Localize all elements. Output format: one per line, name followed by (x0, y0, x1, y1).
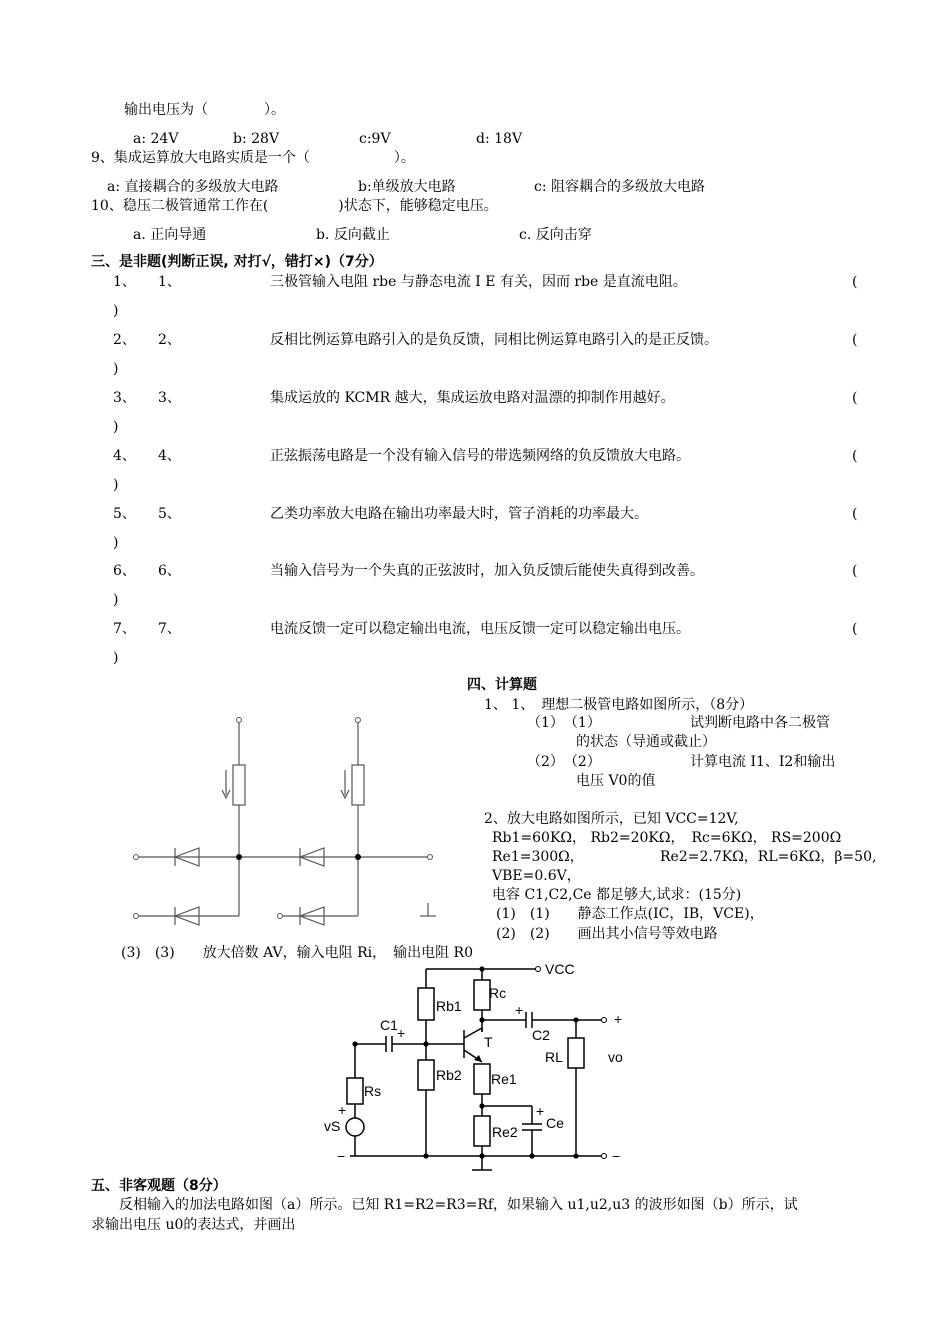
label-vo: vo (608, 1049, 623, 1065)
answer-paren-open: ( (852, 506, 858, 522)
answer-paren-open: ( (852, 390, 858, 406)
label-c2-plus: + (515, 1002, 524, 1018)
problem2-line4: 电容 C1,C2,Ce 都足够大,试求：(15分) (492, 887, 742, 903)
problem1-sub1-number: （1） （1） (527, 715, 601, 731)
label-rb2: Rb2 (436, 1067, 462, 1083)
item-number-inner: 3、 (158, 390, 181, 406)
q9-stem: 9、集成运算放大电路实质是一个（ ）。 (91, 150, 415, 166)
label-rb1: Rb1 (436, 998, 462, 1014)
answer-paren-close: ) (113, 477, 119, 493)
problem2-sub3: (3) (3) 放大倍数 AV，输入电阻 Ri， 输出电阻 R0 (121, 945, 474, 961)
answer-paren-close: ) (113, 361, 119, 377)
q8-stem: 输出电压为（ ）。 (124, 102, 285, 118)
problem2-sub1: (1) (1) 静态工作点(IC，IB，VCE)， (496, 906, 764, 922)
q8-option-d: d: 18V (476, 131, 523, 147)
answer-paren-open: ( (852, 563, 858, 579)
item-statement: 正弦振荡电路是一个没有输入信号的带选频网络的负反馈放大电路。 (270, 448, 690, 464)
item-number-outer: 5、 (113, 506, 136, 522)
label-output-minus: − (612, 1148, 621, 1164)
item-statement: 反相比例运算电路引入的是负反馈，同相比例运算电路引入的是正反馈。 (270, 332, 718, 348)
item-number-inner: 1、 (158, 274, 181, 290)
answer-paren-open: ( (852, 332, 858, 348)
label-ce-plus: + (536, 1103, 545, 1119)
section4-title: 四、计算题 (467, 677, 537, 693)
answer-paren-close: ) (113, 592, 119, 608)
section5-line2: 求输出电压 u0的表达式，并画出 (91, 1217, 296, 1233)
problem2-sub2: (2) (2) 画出其小信号等效电路 (496, 926, 718, 942)
label-output-plus: + (614, 1011, 623, 1027)
label-transistor: T (484, 1034, 493, 1050)
q10-option-a: a. 正向导通 (133, 227, 207, 243)
label-re2: Re2 (492, 1124, 518, 1140)
problem1-sub1-text-cont: 的状态（导通或截止） (576, 734, 716, 750)
problem1-sub2-number: （2） （2） (527, 754, 601, 770)
q9-option-a: a: 直接耦合的多级放大电路 (107, 179, 279, 195)
q9-option-b: b:单级放大电路 (358, 179, 456, 195)
label-c1: C1 (380, 1017, 398, 1033)
answer-paren-open: ( (852, 448, 858, 464)
item-number-inner: 7、 (158, 621, 181, 637)
q8-option-a: a: 24V (133, 131, 179, 147)
problem1-sub1-text: 试判断电路中各二极管 (690, 715, 830, 731)
answer-paren-open: ( (852, 621, 858, 637)
label-source-minus: − (337, 1148, 346, 1164)
label-source-plus: + (338, 1102, 347, 1118)
answer-paren-close: ) (113, 303, 119, 319)
answer-paren-close: ) (113, 535, 119, 551)
item-number-outer: 7、 (113, 621, 136, 637)
problem1-sub2-text: 计算电流 I1、I2和输出 (690, 754, 836, 770)
item-number-inner: 4、 (158, 448, 181, 464)
answer-paren-close: ) (113, 650, 119, 666)
item-number-outer: 1、 (113, 274, 136, 290)
item-number-inner: 5、 (158, 506, 181, 522)
q8-option-b: b: 28V (233, 131, 280, 147)
problem2-line2a: Re1=300Ω， (492, 849, 584, 865)
q10-option-b: b. 反向截止 (316, 227, 390, 243)
q10-stem: 10、稳压二极管通常工作在( )状态下，能够稳定电压。 (91, 198, 498, 214)
section5-title: 五、非客观题（8分） (91, 1178, 227, 1194)
item-statement: 电流反馈一定可以稳定输出电流，电压反馈一定可以稳定输出电压。 (270, 621, 690, 637)
section5-line1: 反相输入的加法电路如图（a）所示。已知 R1=R2=R3=Rf，如果输入 u1,u2,u3 的波形如图（b）所示，试 (119, 1197, 798, 1213)
label-ce: Ce (546, 1115, 564, 1131)
problem2-line2b: Re2=2.7KΩ，RL=6KΩ，β=50, (660, 849, 877, 865)
label-rs: Rs (364, 1083, 382, 1099)
item-statement: 乙类功率放大电路在输出功率最大时，管子消耗的功率最大。 (270, 506, 648, 522)
label-rl: RL (545, 1049, 563, 1065)
problem2-line3: VBE=0.6V， (492, 868, 581, 884)
problem1-stem: 1、 1、 理想二极管电路如图所示，（8分） (484, 697, 754, 713)
item-statement: 集成运放的 KCMR 越大，集成运放电路对温漂的抑制作用越好。 (270, 390, 675, 406)
label-re1: Re1 (491, 1071, 517, 1087)
q10-option-c: c. 反向击穿 (519, 227, 592, 243)
item-statement: 当输入信号为一个失真的正弦波时，加入负反馈后能使失真得到改善。 (270, 563, 704, 579)
item-number-inner: 2、 (158, 332, 181, 348)
item-number-outer: 4、 (113, 448, 136, 464)
item-number-outer: 3、 (113, 390, 136, 406)
item-number-outer: 2、 (113, 332, 136, 348)
problem1-sub2-text-cont: 电压 V0的值 (576, 773, 656, 789)
label-rc: Rc (489, 985, 507, 1001)
item-statement: 三极管输入电阻 rbe 与静态电流 I E 有关，因而 rbe 是直流电阻。 (270, 274, 687, 290)
label-vs: vS (324, 1118, 341, 1134)
q8-option-c: c:9V (359, 131, 391, 147)
item-number-inner: 6、 (158, 563, 181, 579)
problem2-stem: 2、放大电路如图所示，已知 VCC=12V, (484, 811, 739, 827)
problem2-line1: Rb1=60KΩ， Rb2=20KΩ， Rc=6KΩ， RS=200Ω (492, 830, 842, 846)
answer-paren-open: ( (852, 274, 858, 290)
q9-option-c: c: 阻容耦合的多级放大电路 (534, 179, 706, 195)
answer-paren-close: ) (113, 419, 119, 435)
item-number-outer: 6、 (113, 563, 136, 579)
section3-title: 三、是非题(判断正误, 对打√，错打×)（7分） (91, 254, 383, 270)
label-c1-plus: + (397, 1025, 406, 1041)
label-c2: C2 (532, 1027, 550, 1043)
label-vcc: VCC (545, 961, 575, 977)
